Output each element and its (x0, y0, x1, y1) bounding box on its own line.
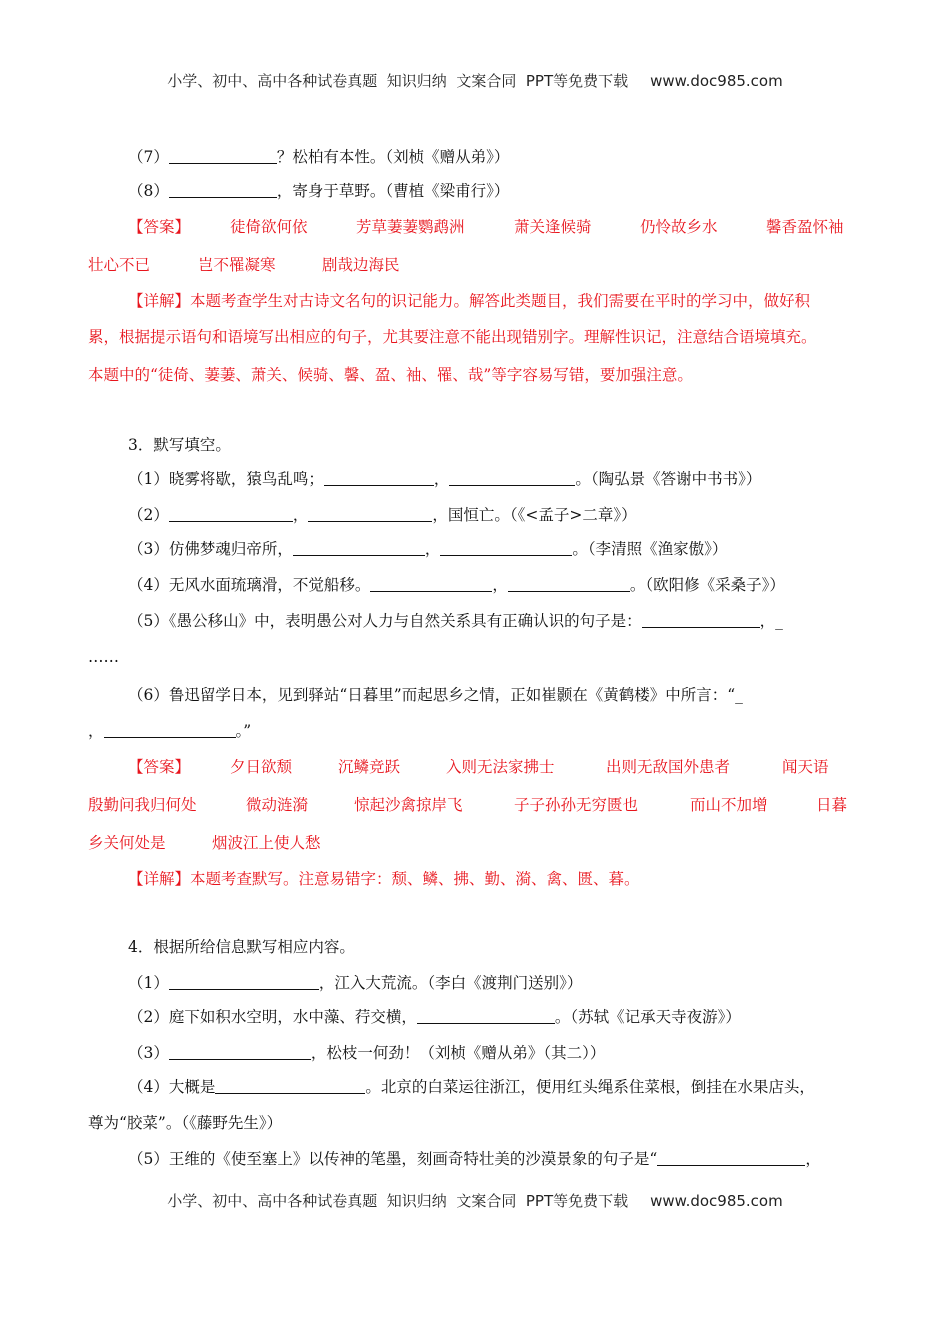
answer-blank[interactable] (169, 506, 293, 522)
page-header (0, 70, 950, 91)
answer-item: 微动涟漪 (246, 796, 309, 814)
q2-detail-line-3: 本题中的“徒倚、萋萋、萧关、候骑、馨、盈、袖、罹、哉”等字容易写错，要加强注意。 (88, 366, 693, 384)
answer-item: 子子孙孙无穷匮也 (514, 796, 639, 814)
q4-line-1: （1） ，江入大荒流。（李白《渡荆门送别》） (128, 974, 583, 992)
q3-title: 3．默写填空。 (128, 436, 231, 454)
answer-item: 徒倚欲何依 (230, 218, 308, 236)
answer-blank[interactable] (508, 576, 630, 592)
answer-item: 沉鳞竞跃 (338, 758, 401, 776)
answer-item: 闻天语 (782, 758, 829, 776)
answer-blank[interactable] (324, 470, 434, 486)
q4-line-4-cont: 尊为“胶菜”。（《藤野先生》） (88, 1114, 283, 1132)
q3-detail: 【详解】本题考查默写。注意易错字：颓、鳞、拂、勤、漪、禽、匮、暮。 (128, 870, 640, 888)
answer-item: 壮心不已 (88, 256, 151, 274)
answer-item: 馨香盈怀袖 (766, 218, 844, 236)
answer-blank[interactable] (169, 1044, 311, 1060)
q2-line-8: （8） ，寄身于草野。（曹植《梁甫行》） (128, 182, 510, 200)
q4-line-5: （5）王维的《使至塞上》以传神的笔墨，刻画奇特壮美的沙漠景象的句子是“ ， (128, 1150, 821, 1168)
answer-item: 出则无敌国外患者 (606, 758, 731, 776)
answer-blank[interactable] (293, 540, 425, 556)
answer-item: 烟波江上使人愁 (212, 834, 321, 852)
q3-line-1: （1）晓雾将歇，猿鸟乱鸣； ， 。（陶弘景《答谢中书书》） (128, 470, 762, 488)
answer-item: 仍怜故乡水 (640, 218, 718, 236)
answer-item: 萧关逢候骑 (514, 218, 592, 236)
answer-blank[interactable] (449, 470, 575, 486)
q2-line-7: （7） ？松柏有本性。（刘桢《赠从弟》） (128, 148, 510, 166)
answer-blank[interactable] (215, 1078, 365, 1094)
answer-item: 剧哉边海民 (322, 256, 400, 274)
header-url[interactable]: www.doc985.com (650, 72, 783, 90)
answer-blank[interactable] (169, 974, 319, 990)
answer-item: 夕日欲颓 (230, 758, 293, 776)
footer-url[interactable]: www.doc985.com (650, 1192, 783, 1210)
answer-blank[interactable] (642, 612, 760, 628)
answer-blank[interactable] (308, 506, 432, 522)
answer-item: 芳草萋萋鹦鹉洲 (356, 218, 465, 236)
answer-blank[interactable] (370, 576, 492, 592)
answer-blank[interactable] (440, 540, 572, 556)
q3-line-6-cont: ， 。” (88, 722, 252, 740)
answer-item: 入则无法家拂士 (446, 758, 555, 776)
q4-line-4: （4）大概是 。北京的白菜运往浙江，便用红头绳系住菜根，倒挂在水果店头， (128, 1078, 815, 1096)
answer-blank[interactable] (417, 1008, 555, 1024)
q3-answer-label: 【答案】 (128, 758, 191, 776)
answer-blank[interactable] (169, 148, 277, 164)
q2-detail-line-2: 累，根据提示语句和语境写出相应的句子，尤其要注意不能出现错别字。理解性识记，注意结合语境填充。 (88, 328, 817, 346)
answer-item: 岂不罹凝寒 (198, 256, 276, 274)
q2-detail-line-1: 【详解】本题考查学生对古诗文名句的识记能力。解答此类题目，我们需要在平时的学习中，做好积 (128, 292, 811, 310)
answer-blank[interactable] (657, 1150, 805, 1166)
answer-blank[interactable] (104, 722, 236, 738)
q4-line-2: （2）庭下如积水空明，水中藻、荇交横， 。（苏轼《记承天寺夜游》） (128, 1008, 741, 1026)
answer-item: 惊起沙禽掠岸飞 (354, 796, 463, 814)
header-text: 小学、初中、高中各种试卷真题 知识归纳 文案合同 PPT等免费下载 (167, 72, 629, 90)
answer-item: 而山不加增 (690, 796, 768, 814)
answer-item: 乡关何处是 (88, 834, 166, 852)
answer-item: 殷勤问我归何处 (88, 796, 197, 814)
q4-line-3: （3） ，松枝一何劲！（刘桢《赠从弟》（其二）） (128, 1044, 606, 1062)
footer-text: 小学、初中、高中各种试卷真题 知识归纳 文案合同 PPT等免费下载 (167, 1192, 629, 1210)
q3-line-6: （6）鲁迅留学日本，见到驿站“日暮里”而起思乡之情，正如崔颢在《黄鹤楼》中所言：“_ (128, 686, 743, 704)
q3-line-5-cont: …… (88, 648, 119, 666)
q4-title: 4．根据所给信息默写相应内容。 (128, 938, 355, 956)
q3-line-3: （3）仿佛梦魂归帝所， ， 。（李清照《渔家傲》） (128, 540, 728, 558)
page-footer (0, 1190, 950, 1211)
q2-answer-label: 【答案】 (128, 218, 191, 236)
q3-line-2: （2） ， ，国恒亡。（《<孟子>二章》） (128, 506, 637, 524)
q3-line-5: （5）《愚公移山》中，表明愚公对人力与自然关系具有正确认识的句子是： ，_ (128, 612, 783, 630)
answer-item: 日暮 (816, 796, 848, 814)
answer-blank[interactable] (169, 182, 277, 198)
q3-line-4: （4）无风水面琉璃滑，不觉船移。 ， 。（欧阳修《采桑子》） (128, 576, 785, 594)
